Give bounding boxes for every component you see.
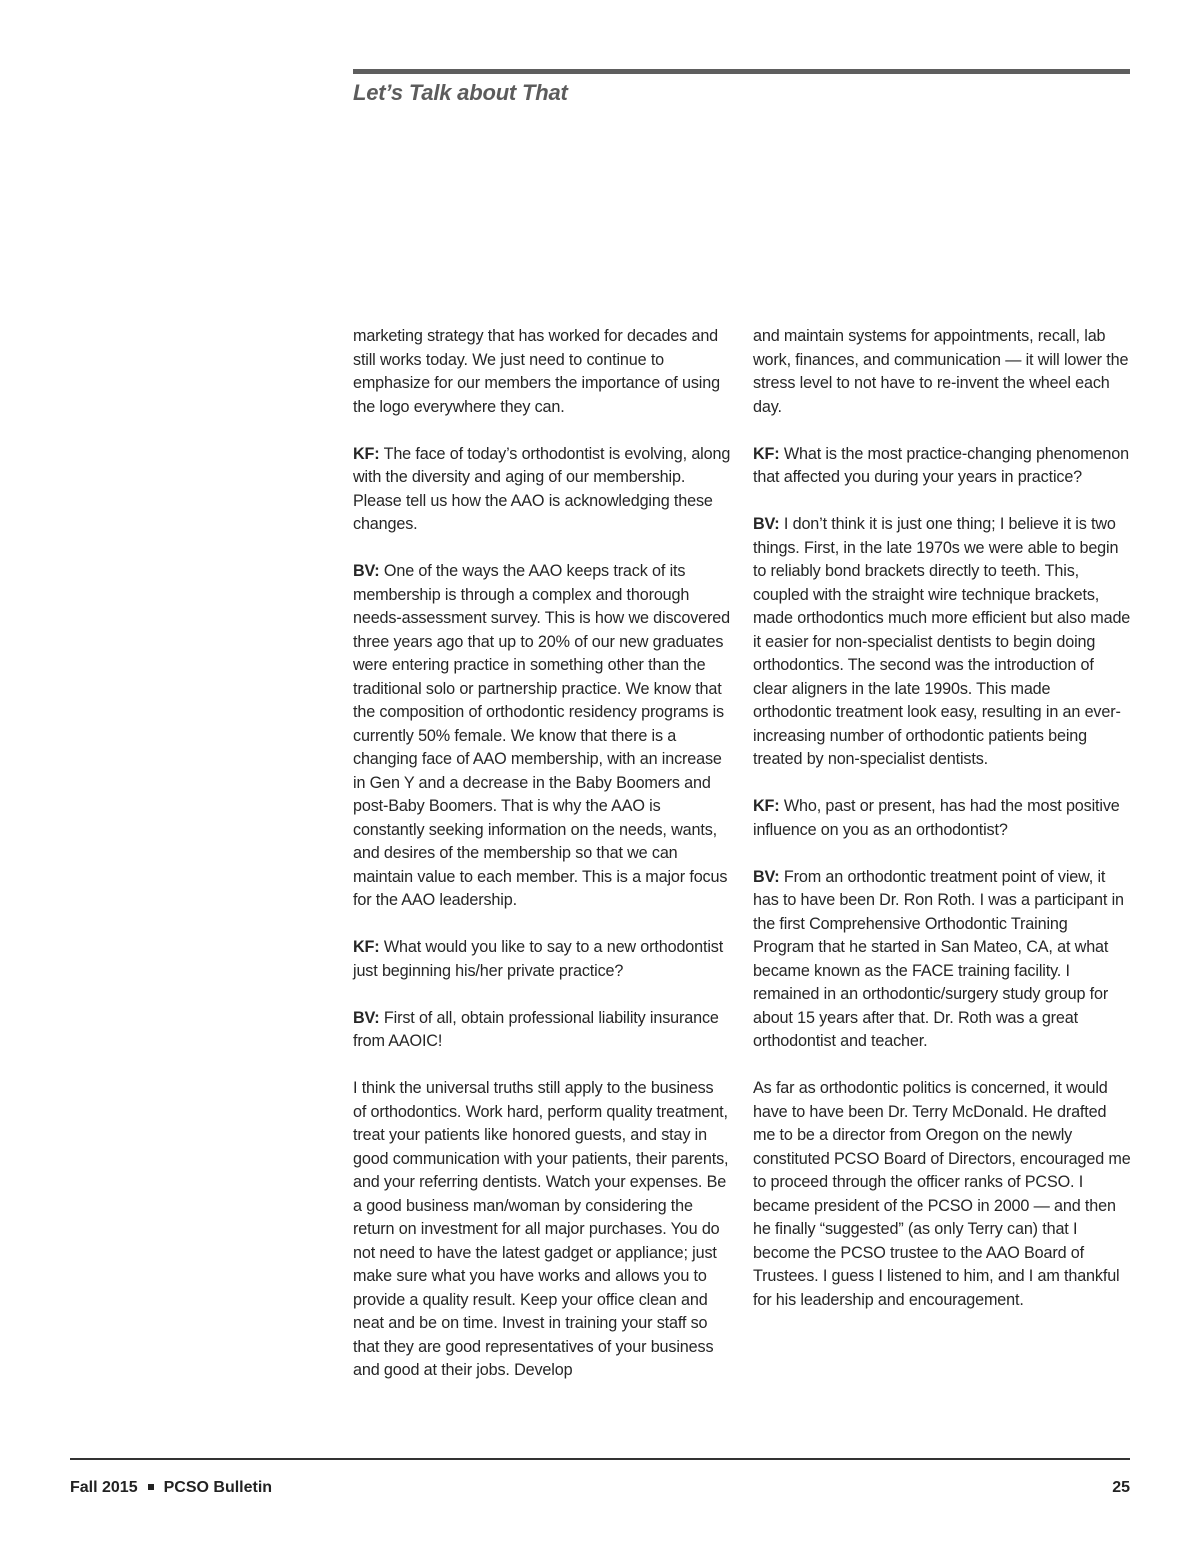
speaker-label: KF: <box>753 797 780 815</box>
paragraph-text: Who, past or present, has had the most positive influence on you as an orthodontist? <box>753 797 1120 839</box>
question-paragraph <box>753 443 1131 490</box>
header-rule <box>353 69 1130 74</box>
question-paragraph <box>353 936 731 983</box>
answer-paragraph <box>353 560 731 913</box>
paragraph: As far as orthodontic politics is concerned, it would have to have been Dr. Terry McDonald. He drafted me to be a director from Oregon on the newly constituted PCSO Board of Directors, encouraged me to proceed through the officer ranks of PCSO. I became president of the PCSO in 2000 — and then he finally “suggested” (as only Terry can) that I become the PCSO trustee to the AAO Board of Trustees. I guess I listened to him, and I am thankful for his leadership and encouragement. <box>753 1079 1131 1309</box>
footer-issue-info <box>70 1479 272 1497</box>
paragraph-text: The face of today’s orthodontist is evolving, along with the diversity and aging of our membership. Please tell us how the AAO is acknowledging these changes. <box>353 444 731 533</box>
section-title: Let’s Talk about That <box>353 80 568 105</box>
speaker-label: KF: <box>353 444 380 463</box>
footer-publication: PCSO Bulletin <box>163 1479 273 1496</box>
bullet-separator-icon <box>148 1484 154 1490</box>
paragraph-text: One of the ways the AAO keeps track of its membership is through a complex and thorough needs-assessment survey. This is how we discovered three years ago that up to 20% of our new graduates were entering practice in something other than the traditional solo or partnership practice. We know that the composition of orthodontic residency programs is currently 50% female. We know that there is a changing face of AAO membership, with an increase in Gen Y and a decrease in the Baby Boomers and post-Baby Boomers. That is why the AAO is constantly seeking information on the needs, wants, and desires of the membership so that we can maintain value to each member. This is a major focus for the AAO leadership. <box>353 562 730 909</box>
right-column <box>753 325 1131 1336</box>
speaker-label: KF: <box>353 938 380 956</box>
paragraph-text: What is the most practice-changing phenomenon that affected you during your years in practice? <box>753 444 1129 486</box>
speaker-label: BV: <box>753 867 780 886</box>
paragraph: and maintain systems for appointments, recall, lab work, finances, and communication — it will lower the stress level to not have to re-invent the wheel each day. <box>753 327 1129 416</box>
question-paragraph <box>753 795 1131 842</box>
answer-paragraph <box>753 513 1131 772</box>
left-column <box>353 325 731 1406</box>
answer-paragraph <box>753 866 1131 1054</box>
question-paragraph <box>353 443 731 537</box>
paragraph-text: From an orthodontic treatment point of view, it has to have been Dr. Ron Roth. I was a participant in the first Comprehensive Orthodontic Training Program that he started in San Mateo, CA, at what became known as the FACE training facility. I remained in an orthodontic/surgery study group for about 15 years after that. Dr. Roth was a great orthodontist and teacher. <box>753 867 1124 1050</box>
paragraph-text: First of all, obtain professional liability insurance from AAOIC! <box>353 1008 719 1050</box>
paragraph: I think the universal truths still apply to the business of orthodontics. Work hard, perform quality treatment, treat your patients like honored guests, and stay in good communication with your patients, their parents, and your referring dentists. Watch your expenses. Be a good business man/woman by considering the return on investment for all major purchases. You do not need to have the latest gadget or appliance; just make sure what you have works and allows you to provide a quality result. Keep your office clean and neat and be on time. Invest in training your staff so that they are good representatives of your business and good at their jobs. Develop <box>353 1079 729 1379</box>
speaker-label: BV: <box>353 562 380 580</box>
paragraph: marketing strategy that has worked for decades and still works today. We just need to continue to emphasize for our members the importance of using the logo everywhere they can. <box>353 327 720 416</box>
answer-paragraph <box>353 1007 731 1054</box>
speaker-label: KF: <box>753 444 780 463</box>
paragraph-text: I don’t think it is just one thing; I believe it is two things. First, in the late 1970s we were able to begin to reliably bond brackets directly to teeth. This, coupled with the straight wire technique brackets, made orthodontics much more efficient but also made it easier for non-specialist dentists to begin doing orthodontics. The second was the introduction of clear aligners in the late 1990s. This made orthodontic treatment look easy, resulting in an ever-increasing number of orthodontic patients being treated by non-specialist dentists. <box>753 515 1131 768</box>
footer-issue: Fall 2015 <box>70 1479 138 1496</box>
paragraph-text: What would you like to say to a new orthodontist just beginning his/her private practice? <box>353 938 724 980</box>
speaker-label: BV: <box>353 1008 380 1027</box>
speaker-label: BV: <box>753 515 780 533</box>
page-number: 25 <box>1112 1479 1130 1496</box>
footer-rule <box>70 1458 1130 1460</box>
